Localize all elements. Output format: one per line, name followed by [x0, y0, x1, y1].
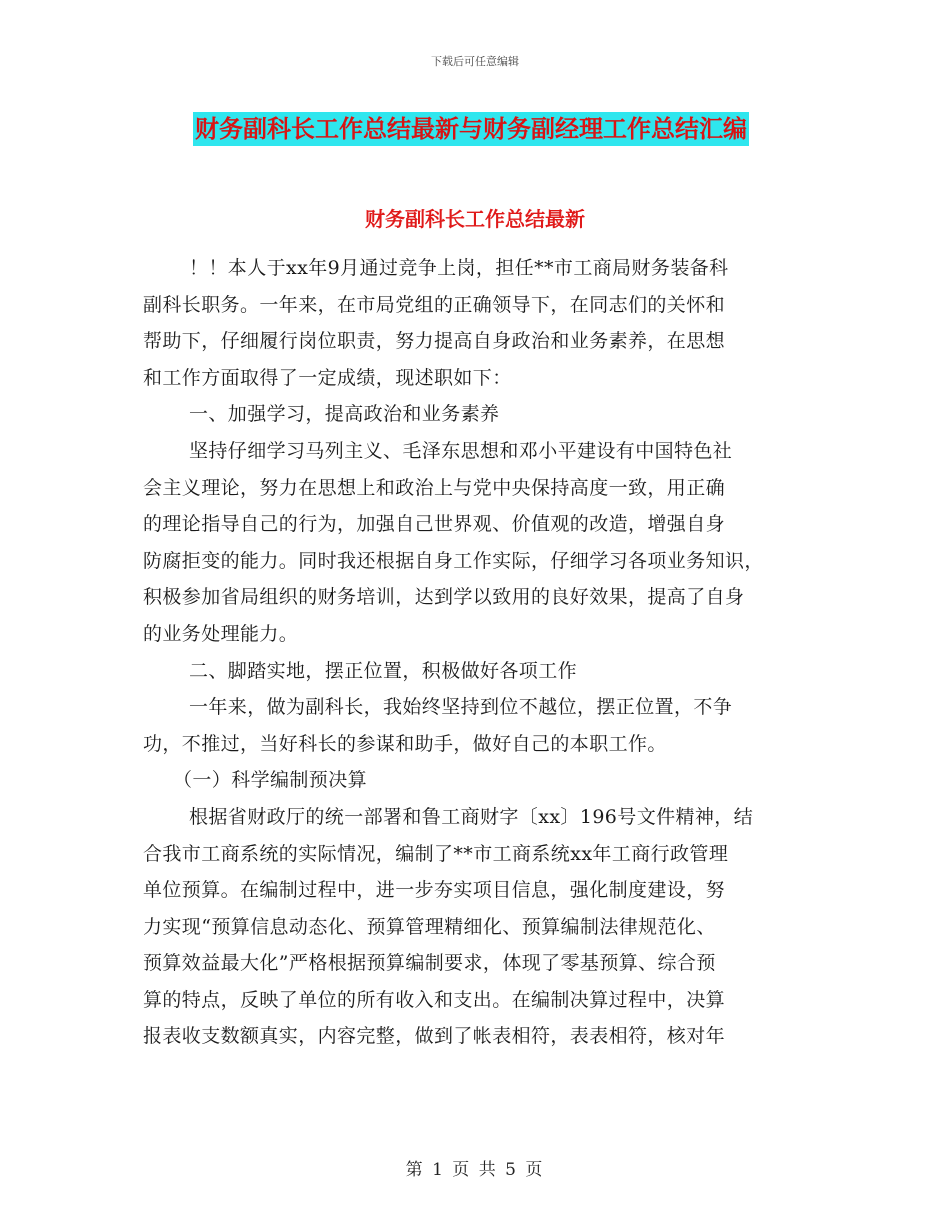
text-line: 一、加强学习，提高政治和业务素养 [189, 403, 500, 426]
text-line: 坚持仔细学习马列主义、毛泽东思想和邓小平建设有中国特色社 [189, 439, 733, 462]
page-footer: 第 1 页 共 5 页 [405, 1160, 545, 1180]
text-line: 单位预算。在编制过程中，进一步夯实项目信息，强化制度建设，努 [143, 879, 726, 902]
text-line: 的业务处理能力。 [143, 622, 299, 645]
text-line: 力实现“预算信息动态化、预算管理精细化、预算编制法律规范化、 [143, 915, 716, 938]
text-line: 合我市工商系统的实际情况，编制了**市工商系统xx年工商行政管理 [143, 842, 729, 865]
header-note: 下载后可任意编辑 [431, 55, 519, 68]
text-line: 报表收支数额真实，内容完整，做到了帐表相符，表表相符，核对年 [143, 1025, 726, 1048]
text-line: 算的特点，反映了单位的所有收入和支出。在编制决算过程中，决算 [143, 988, 726, 1011]
text-line: 防腐拒变的能力。同时我还根据自身工作实际，仔细学习各项业务知识， [143, 549, 764, 572]
document-title: 财务副科长工作总结最新与财务副经理工作总结汇编 [193, 112, 749, 146]
text-line: 功，不推过，当好科长的参谋和助手，做好自己的本职工作。 [143, 732, 667, 755]
text-line: 根据省财政厅的统一部署和鲁工商财字〔xx〕196号文件精神，结 [189, 805, 754, 828]
body-text [143, 250, 813, 1055]
section-title: 财务副科长工作总结最新 [365, 207, 585, 231]
text-line: 副科长职务。一年来，在市局党组的正确领导下，在同志们的关怀和 [143, 293, 726, 316]
text-line: 积极参加省局组织的财务培训，达到学以致用的良好效果，提高了自身 [143, 586, 745, 609]
text-line: 二、脚踏实地，摆正位置，积极做好各项工作 [189, 659, 578, 682]
text-line: 预算效益最大化”严格根据预算编制要求，体现了零基预算、综合预 [143, 952, 716, 975]
text-line: 和工作方面取得了一定成绩，现述职如下： [143, 366, 512, 389]
text-line: （一）科学编制预决算 [173, 769, 368, 792]
text-line: 一年来，做为副科长，我始终坚持到位不越位，摆正位置，不争 [189, 696, 733, 719]
text-line: 帮助下，仔细履行岗位职责，努力提高自身政治和业务素养，在思想 [143, 330, 726, 353]
text-line: 会主义理论，努力在思想上和政治上与党中央保持高度一致，用正确 [143, 476, 726, 499]
text-line: ！！本人于xx年9月通过竞争上岗，担任**市工商局财务装备科 [189, 257, 729, 279]
text-line: 的理论指导自己的行为，加强自己世界观、价值观的改造，增强自身 [143, 513, 726, 536]
